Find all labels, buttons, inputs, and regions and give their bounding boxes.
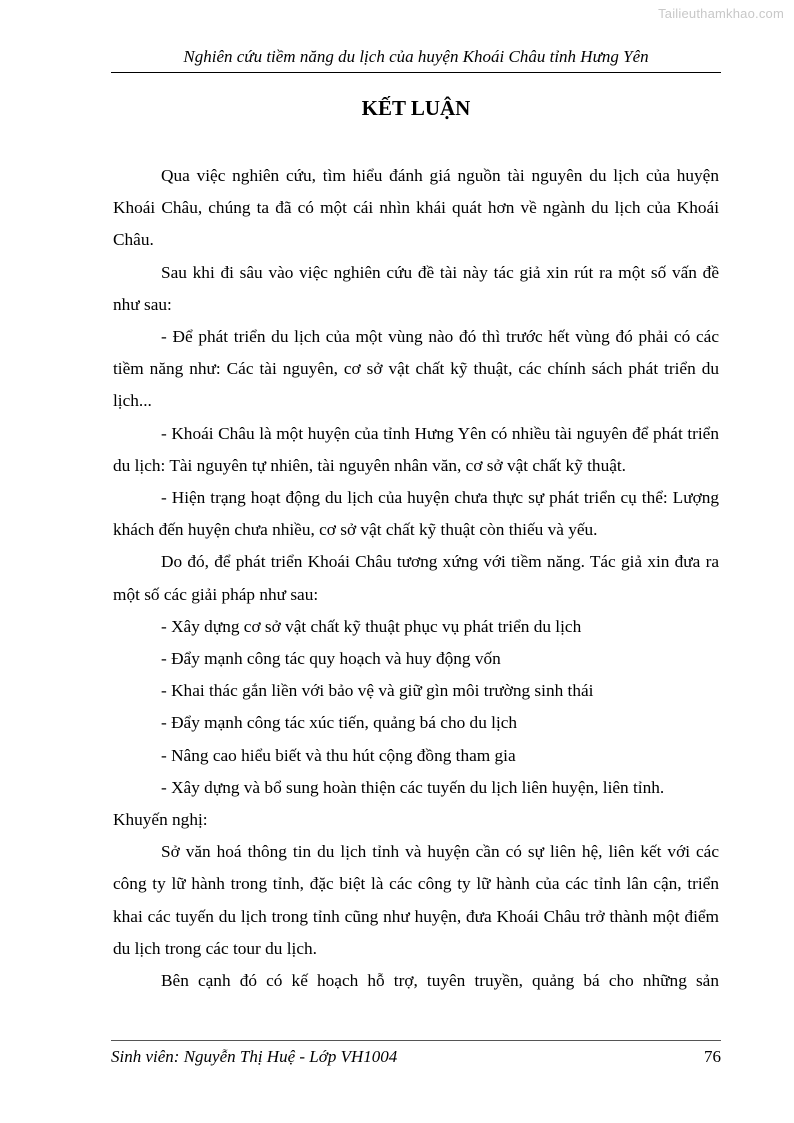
solution-item: - Xây dựng cơ sở vật chất kỹ thuật phục vụ phát triển du lịch	[161, 616, 582, 636]
paragraph: Sau khi đi sâu vào việc nghiên cứu đề tài này tác giả xin rút ra một số vấn đề như sau:	[113, 262, 719, 314]
paragraph: Bên cạnh đó có kế hoạch hỗ trợ, tuyên truyền, quảng bá cho những sản	[161, 971, 719, 991]
solution-item: - Đẩy mạnh công tác xúc tiến, quảng bá cho du lịch	[161, 713, 518, 733]
page-title: KẾT LUẬN	[361, 96, 471, 120]
recommendation-heading: Khuyến nghị:	[113, 810, 208, 830]
paragraph: Qua việc nghiên cứu, tìm hiểu đánh giá nguồn tài nguyên du lịch của huyện Khoái Châu, chúng ta đã có một cái nhìn khái quát hơn về ngành du lịch của Khoái Châu.	[113, 166, 719, 250]
body-text	[113, 160, 719, 997]
running-header: Nghiên cứu tiềm năng du lịch của huyện Khoái Châu tỉnh Hưng Yên	[111, 47, 721, 73]
solution-item: - Xây dựng và bổ sung hoàn thiện các tuyến du lịch liên huyện, liên tỉnh.	[161, 777, 665, 797]
solution-item: - Khai thác gắn liền với bảo vệ và giữ gìn môi trường sinh thái	[161, 681, 594, 701]
page-footer	[111, 1040, 721, 1067]
page-number: 76	[704, 1047, 721, 1066]
paragraph: - Để phát triển du lịch của một vùng nào đó thì trước hết vùng đó phải có các tiềm năng như: Các tài nguyên, cơ sở vật chất kỹ thuật, các chính sách phát triển du lịch...	[113, 327, 719, 411]
solution-item: - Nâng cao hiểu biết và thu hút cộng đồng tham gia	[161, 745, 516, 765]
student-info: Sinh viên: Nguyễn Thị Huệ - Lớp VH1004	[111, 1047, 398, 1066]
watermark: Tailieuthamkhao.com	[658, 6, 784, 21]
paragraph: Do đó, để phát triển Khoái Châu tương xứng với tiềm năng. Tác giả xin đưa ra một số các giải pháp như sau:	[113, 552, 719, 604]
paragraph: - Khoái Châu là một huyện của tỉnh Hưng Yên có nhiều tài nguyên để phát triển du lịch: Tài nguyên tự nhiên, tài nguyên nhân văn, cơ sở vật chất kỹ thuật.	[113, 423, 719, 475]
solution-item: - Đẩy mạnh công tác quy hoạch và huy động vốn	[161, 649, 501, 669]
paragraph: - Hiện trạng hoạt động du lịch của huyện chưa thực sự phát triển cụ thể: Lượng khách đến huyện chưa nhiều, cơ sở vật chất kỹ thuật còn thiếu và yếu.	[113, 488, 719, 540]
paragraph: Sở văn hoá thông tin du lịch tỉnh và huyện cần có sự liên hệ, liên kết với các công ty lữ hành trong tỉnh, đặc biệt là các công ty lữ hành của các tỉnh lân cận, triển khai các tuyến du lịch trong tỉnh cũng như huyện, đưa Khoái Châu trở thành một điểm du lịch trong các tour du lịch.	[113, 842, 719, 958]
